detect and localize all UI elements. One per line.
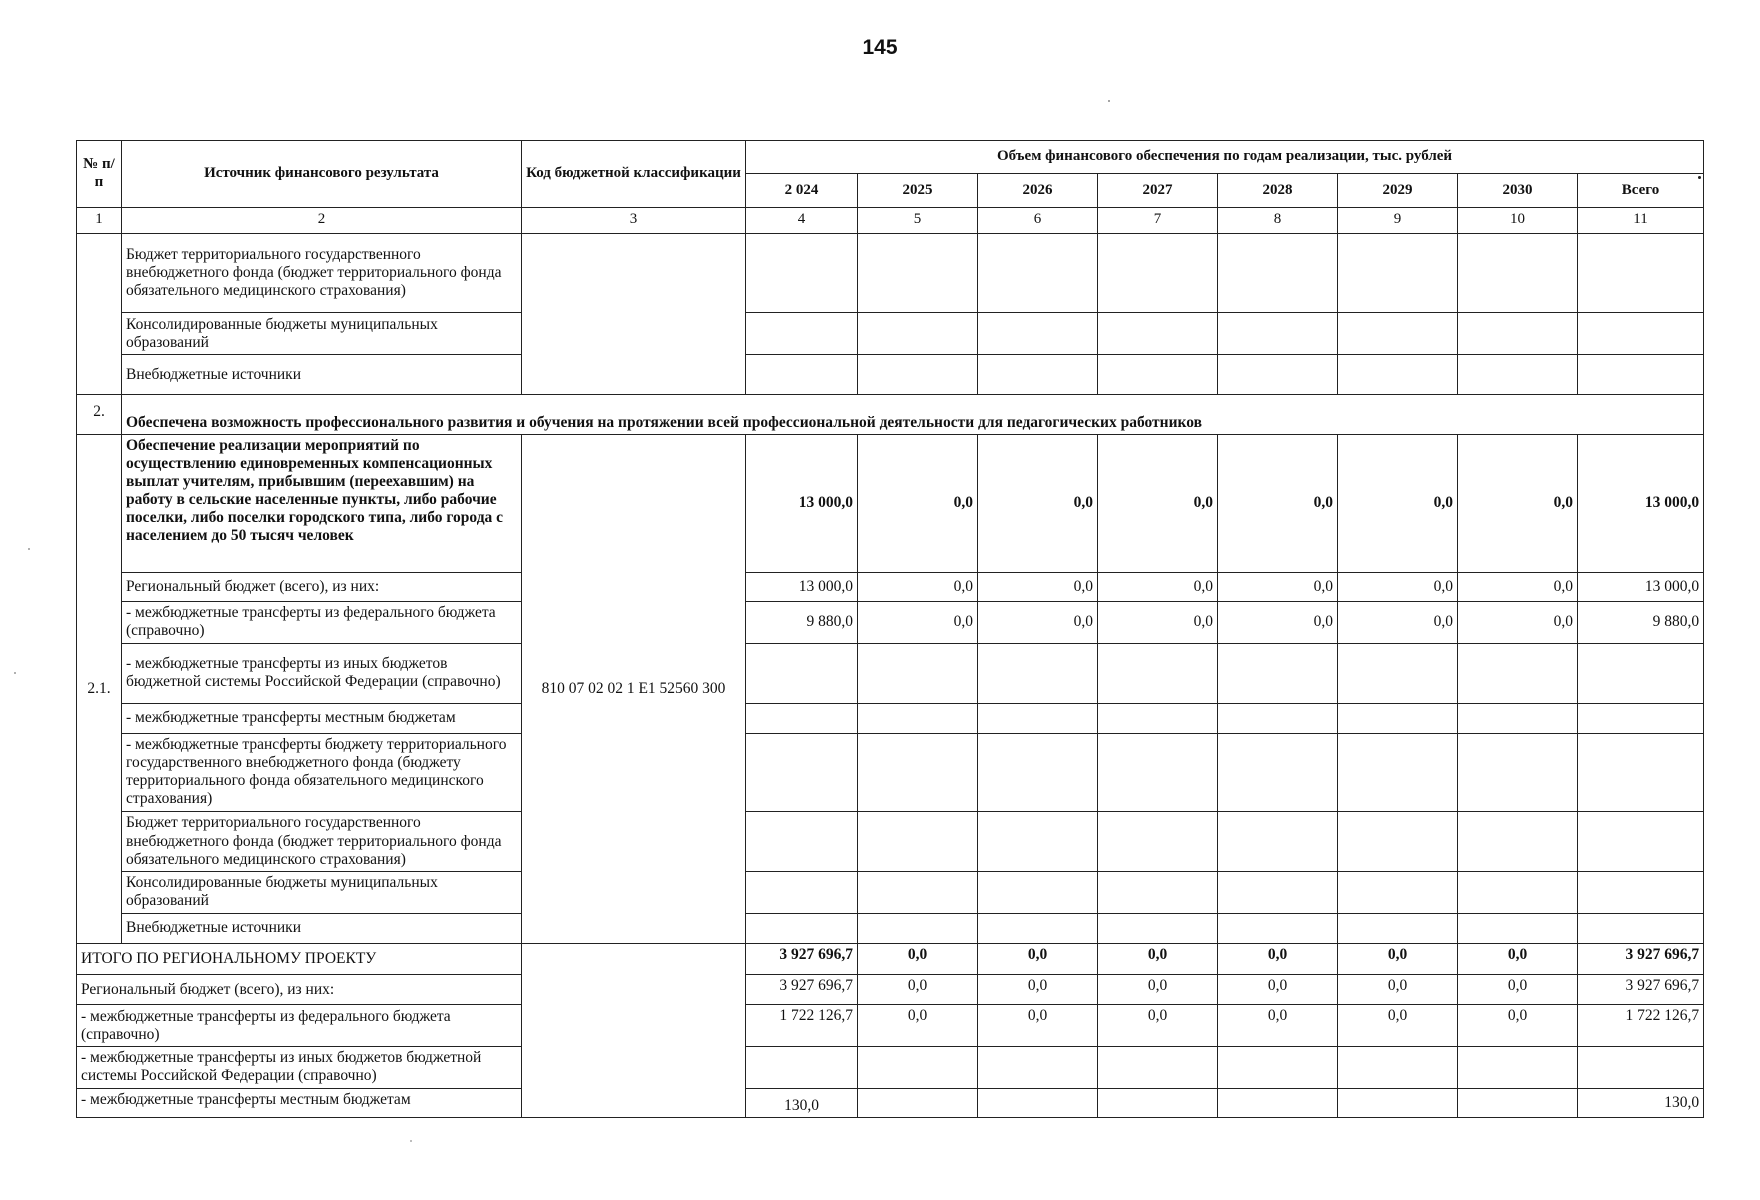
value-cell [978,1047,1098,1089]
value-cell [1338,643,1458,704]
col-number: 11 [1578,207,1704,233]
col-number: 1 [77,207,122,233]
value-cell [746,733,858,812]
value-cell [1218,913,1338,943]
value-cell: 0,0 [1458,975,1578,1005]
value-cell [858,233,978,313]
value-cell [1218,355,1338,395]
value-cell [858,733,978,812]
code-cell-empty [522,943,746,1117]
source-cell: Обеспечение реализации мероприятий по осуществлению единовременных компенсационных выплат учителям, прибывшим (переехавшим) на работу в сельские населенные пункты, либо рабочие поселки, либо поселки городского типа, либо города с населением до 50 тысяч человек [122,434,522,572]
value-cell [1338,872,1458,914]
value-cell [1098,355,1218,395]
value-cell [1218,1088,1338,1117]
source-cell: Региональный бюджет (всего), из них: [77,975,522,1005]
source-cell: Консолидированные бюджеты муниципальных образований [122,872,522,914]
total-row [77,975,1704,1005]
value-cell [858,1047,978,1089]
col-number: 5 [858,207,978,233]
value-cell [978,913,1098,943]
value-cell: 0,0 [1218,572,1338,601]
value-cell: 0,0 [1098,434,1218,572]
value-cell: 0,0 [1218,602,1338,644]
total-row [77,1005,1704,1047]
source-cell: - межбюджетные трансферты из иных бюджетов бюджетной системы Российской Федерации (справочно) [77,1047,522,1089]
value-cell [1578,704,1704,733]
value-cell: 0,0 [1458,434,1578,572]
value-cell [1098,313,1218,355]
col-number: 10 [1458,207,1578,233]
value-cell: 0,0 [1338,943,1458,974]
value-cell [858,872,978,914]
value-cell [1458,355,1578,395]
table-row [77,643,1704,704]
value-cell [1578,913,1704,943]
value-cell: 0,0 [1098,975,1218,1005]
source-cell: - межбюджетные трансферты из иных бюджетов бюджетной системы Российской Федерации (справочно) [122,643,522,704]
value-cell [1338,812,1458,872]
scan-speck [1108,100,1110,102]
value-cell [858,812,978,872]
value-cell: 1 722 126,7 [746,1005,858,1047]
value-cell [1578,355,1704,395]
value-cell [1578,313,1704,355]
value-cell [1338,913,1458,943]
source-cell: ИТОГО ПО РЕГИОНАЛЬНОМУ ПРОЕКТУ [77,943,522,974]
value-cell: 0,0 [1218,1005,1338,1047]
scan-speck [410,1140,412,1142]
value-cell [1098,1088,1218,1117]
value-cell [978,704,1098,733]
value-cell [1218,233,1338,313]
value-cell [1098,913,1218,943]
value-cell: 9 880,0 [746,602,858,644]
header-source: Источник финансового результата [122,141,522,208]
code-cell: 810 07 02 02 1 E1 52560 300 [522,434,746,943]
value-cell [1098,812,1218,872]
value-cell [1578,812,1704,872]
col-number: 4 [746,207,858,233]
header-code: Код бюджетной классификации [522,141,746,208]
value-cell: 0,0 [1218,975,1338,1005]
table-row [77,313,1704,355]
value-cell [1098,872,1218,914]
value-cell [746,643,858,704]
value-cell [978,313,1098,355]
source-cell: - межбюджетные трансферты из федерального бюджета (справочно) [77,1005,522,1047]
value-cell: 0,0 [978,434,1098,572]
value-cell [1218,872,1338,914]
total-row [77,1047,1704,1089]
source-cell: - межбюджетные трансферты местным бюджетам [122,704,522,733]
financing-table [76,140,1704,1118]
value-cell: 0,0 [1458,602,1578,644]
value-cell [1338,1088,1458,1117]
value-cell: 130,0 [746,1088,858,1117]
value-cell [1578,872,1704,914]
header-row [77,141,1704,174]
table-row [77,872,1704,914]
value-cell [1458,1047,1578,1089]
value-cell: 9 880,0 [1578,602,1704,644]
header-year: 2026 [978,174,1098,207]
value-cell: 13 000,0 [1578,572,1704,601]
value-cell: 0,0 [858,602,978,644]
value-cell [746,313,858,355]
value-cell [1218,733,1338,812]
value-cell: 0,0 [1338,1005,1458,1047]
value-cell [858,913,978,943]
code-cell-empty [522,233,746,395]
table-row [77,233,1704,313]
value-cell [1218,1047,1338,1089]
source-cell: Бюджет территориального государственного внебюджетного фонда (бюджет территориального фонда обязательного медицинского страхования) [122,233,522,313]
value-cell [1458,812,1578,872]
value-cell: 13 000,0 [1578,434,1704,572]
col-number: 9 [1338,207,1458,233]
table-row [77,355,1704,395]
col-number: 6 [978,207,1098,233]
value-cell [1578,643,1704,704]
value-cell: 0,0 [978,975,1098,1005]
total-row [77,1088,1704,1117]
value-cell [746,872,858,914]
value-cell: 0,0 [1098,1005,1218,1047]
table-row [77,602,1704,644]
header-year: 2028 [1218,174,1338,207]
item-number: 2.1. [77,434,122,943]
value-cell [1578,1047,1704,1089]
no-cell-empty [77,233,122,395]
value-cell: 0,0 [858,434,978,572]
value-cell [1458,913,1578,943]
value-cell [978,812,1098,872]
table-row [77,704,1704,733]
section-number: 2. [77,395,122,434]
value-cell: 0,0 [1338,434,1458,572]
value-cell: 3 927 696,7 [746,975,858,1005]
scan-speck [28,548,30,550]
header-year: 2025 [858,174,978,207]
value-cell [1338,313,1458,355]
value-cell: 0,0 [858,1005,978,1047]
value-cell [858,313,978,355]
source-cell: - межбюджетные трансферты бюджету территориального государственного внебюджетного фонда (бюджету территориального фонда обязательного медицинского страхования) [122,733,522,812]
source-cell: - межбюджетные трансферты местным бюджетам [77,1088,522,1117]
value-cell [746,812,858,872]
value-cell [746,913,858,943]
value-cell [1098,643,1218,704]
col-number: 2 [122,207,522,233]
value-cell [1458,872,1578,914]
value-cell: 0,0 [1098,572,1218,601]
value-cell [1098,733,1218,812]
value-cell: 0,0 [1458,572,1578,601]
value-cell: 0,0 [1338,602,1458,644]
value-cell [1218,812,1338,872]
value-cell: 0,0 [1098,602,1218,644]
value-cell [978,872,1098,914]
value-cell: 3 927 696,7 [1578,975,1704,1005]
value-cell: 0,0 [1218,943,1338,974]
table-row [77,812,1704,872]
col-number: 3 [522,207,746,233]
value-cell: 0,0 [978,572,1098,601]
value-cell [1218,704,1338,733]
header-year: 2027 [1098,174,1218,207]
value-cell [1338,1047,1458,1089]
value-cell [1578,733,1704,812]
value-cell [978,233,1098,313]
value-cell: 13 000,0 [746,572,858,601]
value-cell [1458,233,1578,313]
header-no: № п/п [77,141,122,208]
scan-speck [14,672,16,674]
source-cell: Региональный бюджет (всего), из них: [122,572,522,601]
section-title: Обеспечена возможность профессионального развития и обучения на протяжении всей профессиональной деятельности для педагогических работников [122,395,1704,434]
header-volume: Объем финансового обеспечения по годам реализации, тыс. рублей [746,141,1704,174]
value-cell: 0,0 [978,943,1098,974]
value-cell [1098,1047,1218,1089]
value-cell: 0,0 [858,572,978,601]
value-cell [1338,704,1458,733]
value-cell: 0,0 [858,975,978,1005]
value-cell: 130,0 [1578,1088,1704,1117]
value-cell: 0,0 [978,602,1098,644]
value-cell [1338,355,1458,395]
source-cell: - межбюджетные трансферты из федерального бюджета (справочно) [122,602,522,644]
header-year: 2029 [1338,174,1458,207]
value-cell [978,643,1098,704]
value-cell: 0,0 [1098,943,1218,974]
col-number: 7 [1098,207,1218,233]
value-cell [1458,704,1578,733]
value-cell [1458,643,1578,704]
value-cell [1098,704,1218,733]
value-cell [746,233,858,313]
value-cell [746,1047,858,1089]
value-cell [858,355,978,395]
value-cell [858,643,978,704]
value-cell [1458,1088,1578,1117]
value-cell: 0,0 [1218,434,1338,572]
value-cell [1338,733,1458,812]
table-row [77,572,1704,601]
table-row [77,733,1704,812]
value-cell [746,704,858,733]
value-cell: 0,0 [978,1005,1098,1047]
value-cell [1218,313,1338,355]
value-cell [1458,313,1578,355]
value-cell [1338,233,1458,313]
total-row [77,943,1704,974]
section-row [77,395,1704,434]
value-cell [746,355,858,395]
value-cell: 3 927 696,7 [1578,943,1704,974]
source-cell: Внебюджетные источники [122,913,522,943]
value-cell: 3 927 696,7 [746,943,858,974]
value-cell: 0,0 [1338,572,1458,601]
value-cell: 13 000,0 [746,434,858,572]
value-cell [858,704,978,733]
header-year: 2 024 [746,174,858,207]
value-cell: 0,0 [858,943,978,974]
source-cell: Бюджет территориального государственного внебюджетного фонда (бюджет территориального фонда обязательного медицинского страхования) [122,812,522,872]
value-cell [1578,233,1704,313]
value-cell: 1 722 126,7 [1578,1005,1704,1047]
table-row [77,913,1704,943]
source-cell: Консолидированные бюджеты муниципальных образований [122,313,522,355]
value-cell: 0,0 [1458,1005,1578,1047]
value-cell [978,733,1098,812]
table-row [77,434,1704,572]
value-cell [978,355,1098,395]
header-total: Всего [1578,174,1704,207]
column-number-row [77,207,1704,233]
value-cell: 0,0 [1458,943,1578,974]
col-number: 8 [1218,207,1338,233]
page-number: 145 [862,36,898,59]
header-year: 2030 [1458,174,1578,207]
source-cell: Внебюджетные источники [122,355,522,395]
value-cell [978,1088,1098,1117]
value-cell [1218,643,1338,704]
value-cell [1098,233,1218,313]
value-cell: 0,0 [1338,975,1458,1005]
value-cell [858,1088,978,1117]
value-cell [1458,733,1578,812]
